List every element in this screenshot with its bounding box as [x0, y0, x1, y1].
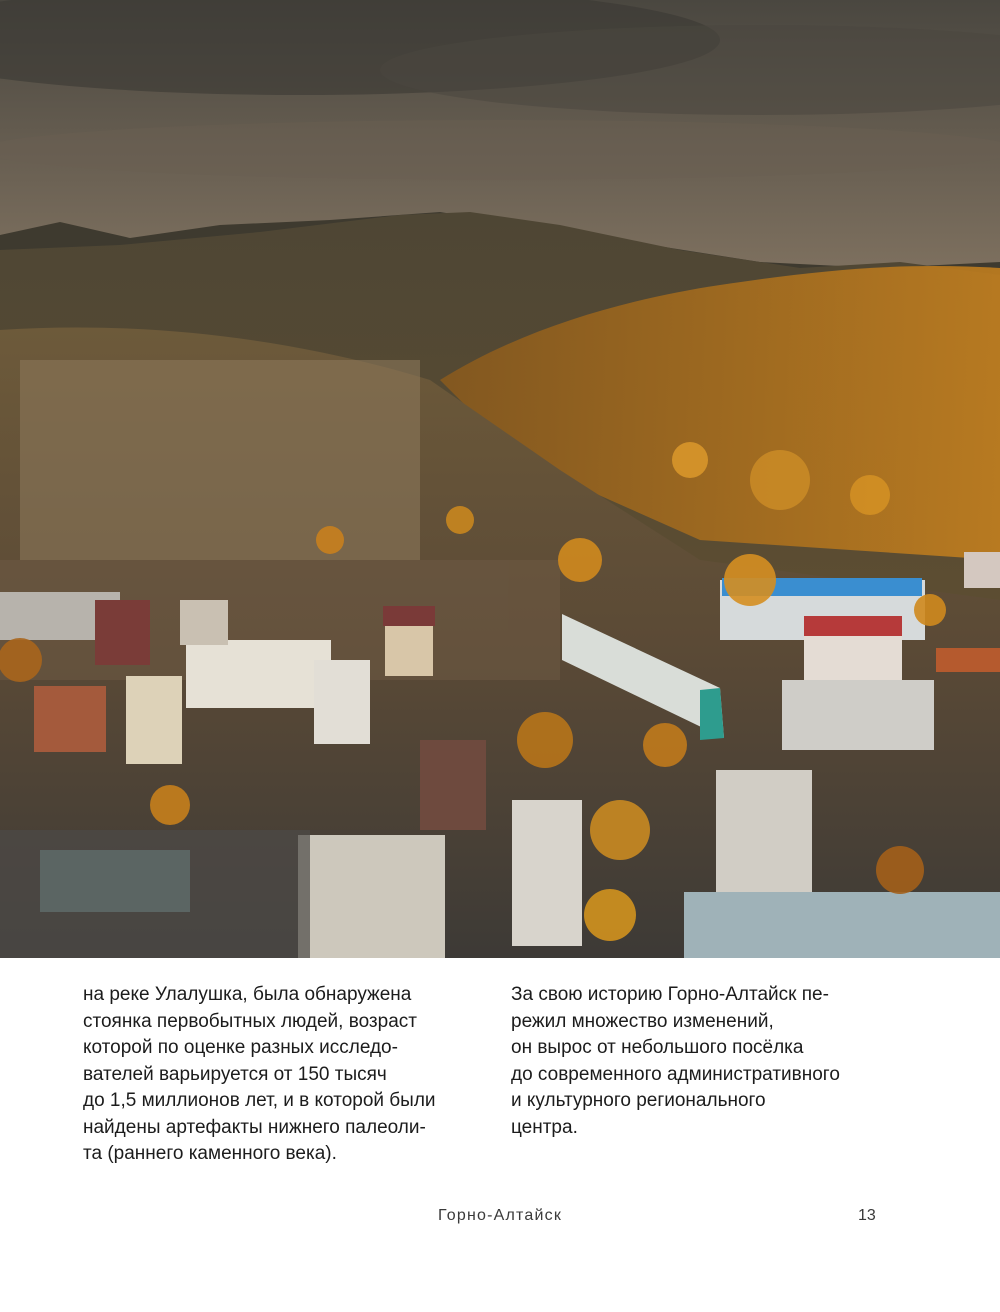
right-text-column: [511, 982, 840, 1141]
right-line-5: и культурного регионального: [511, 1090, 766, 1111]
left-line-1: на реке Улалушка, была обнаружена: [83, 984, 412, 1005]
right-line-6: центра.: [511, 1116, 578, 1138]
left-line-4: вателей варьируется от 150 тысяч: [83, 1063, 387, 1085]
page-number: 13: [858, 1207, 876, 1224]
left-line-5: до 1,5 миллионов лет, и в которой были: [83, 1090, 436, 1111]
running-footer-title: Горно-Алтайск: [437, 1207, 563, 1224]
left-line-6: найдены артефакты нижнего палеоли-: [83, 1116, 426, 1138]
left-line-2: стоянка первобытных людей, возраст: [83, 1010, 417, 1032]
left-line-7: та (раннего каменного века).: [83, 1143, 337, 1164]
right-line-4: до современного административного: [511, 1063, 840, 1085]
left-text-column: [83, 982, 436, 1168]
right-line-2: режил множество изменений,: [511, 1010, 774, 1032]
right-line-3: он вырос от небольшого посёлка: [511, 1037, 804, 1058]
right-line-1: За свою историю Горно-Алтайск пе-: [511, 984, 829, 1005]
left-line-3: которой по оценке разных исследо-: [83, 1037, 398, 1058]
